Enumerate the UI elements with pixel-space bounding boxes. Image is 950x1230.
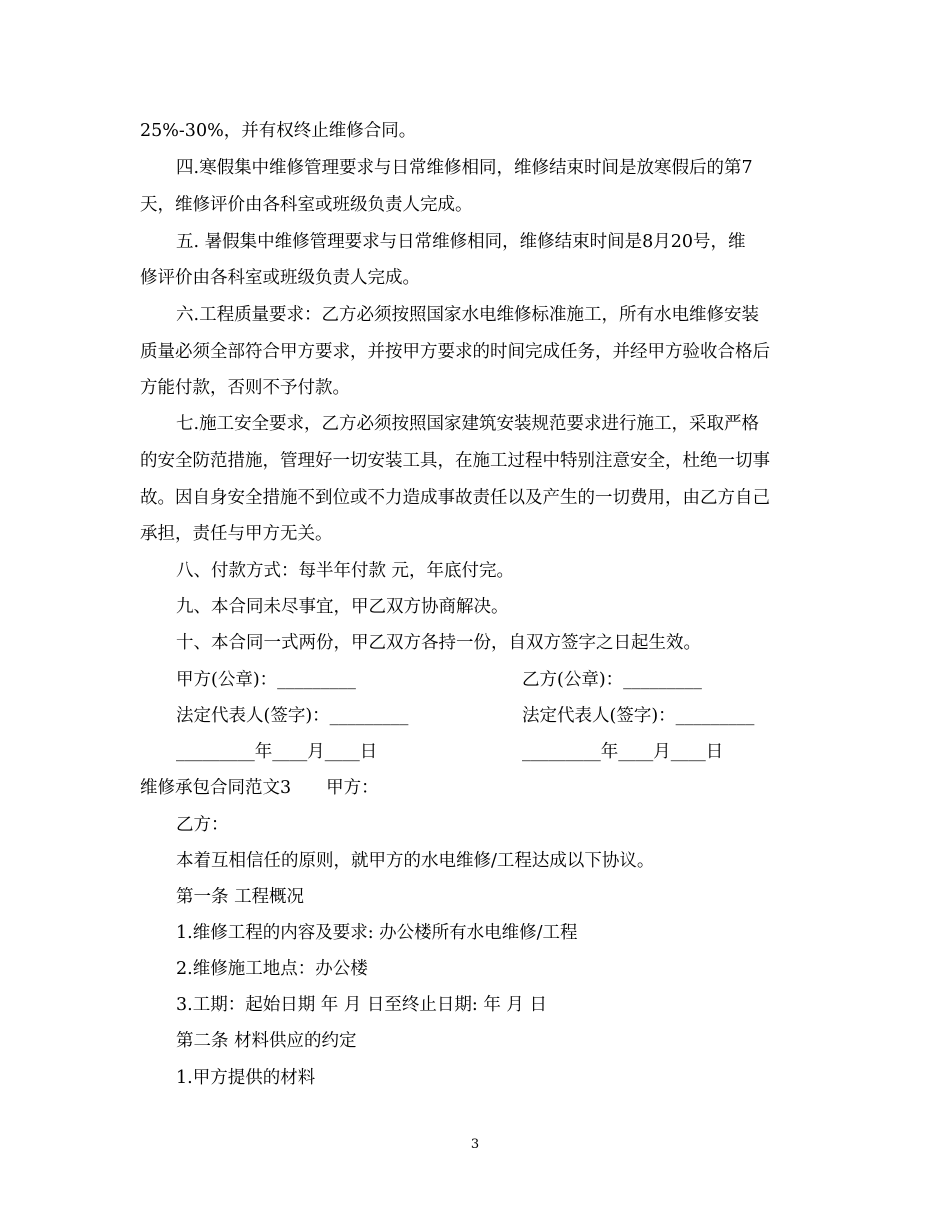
sample3-line: 3.工期：起始日期 年 月 日至终止日期: 年 月 日: [176, 995, 547, 1015]
sample3-line: 乙方：: [176, 815, 229, 835]
sample3-line: 本着互相信任的原则，就甲方的水电维修/工程达成以下协议。: [176, 851, 655, 871]
paragraph-line: 四.寒假集中维修管理要求与日常维修相同，维修结束时间是放寒假后的第7: [176, 158, 753, 178]
sample3-line: 2.维修施工地点：办公楼: [176, 959, 368, 979]
sample3-heading: 维修承包合同范文3 甲方：: [140, 778, 379, 798]
party-b-representative-line: 法定代表人(签字)：_________: [522, 706, 755, 726]
paragraph-line: 故。因自身安全措施不到位或不力造成事故责任以及产生的一切费用，由乙方自己: [140, 488, 770, 508]
sample3-section-heading: 第二条 材料供应的约定: [176, 1031, 357, 1051]
sample3-line: 1.甲方提供的材料: [176, 1068, 316, 1088]
sample3-section-heading: 第一条 工程概况: [176, 887, 305, 907]
paragraph-line: 十、本合同一式两份，甲乙双方各持一份，自双方签字之日起生效。: [176, 633, 701, 653]
party-a-representative-line: 法定代表人(签字)：_________: [176, 706, 409, 726]
party-b-seal-line: 乙方(公章)：_________: [522, 670, 702, 690]
paragraph-line: 的安全防范措施，管理好一切安装工具，在施工过程中特别注意安全，杜绝一切事: [140, 451, 770, 471]
paragraph-line: 九、本合同未尽事宜，甲乙双方协商解决。: [176, 597, 509, 617]
paragraph-line: 八、付款方式：每半年付款 元，年底付完。: [176, 561, 515, 581]
party-b-date-line: _________年____月____日: [522, 742, 724, 762]
paragraph-line: 25%-30%，并有权终止维修合同。: [140, 121, 417, 141]
paragraph-line: 修评价由各科室或班级负责人完成。: [140, 268, 420, 288]
paragraph-line: 质量必须全部符合甲方要求，并按甲方要求的时间完成任务，并经甲方验收合格后: [140, 342, 770, 362]
party-a-date-line: _________年____月____日: [176, 742, 378, 762]
party-a-seal-line: 甲方(公章)：_________: [176, 670, 356, 690]
paragraph-line: 天，维修评价由各科室或班级负责人完成。: [140, 195, 473, 215]
paragraph-line: 方能付款，否则不予付款。: [140, 378, 350, 398]
paragraph-line: 五. 暑假集中维修管理要求与日常维修相同，维修结束时间是8月20号，维: [176, 232, 746, 252]
paragraph-line: 七.施工安全要求，乙方必须按照国家建筑安装规范要求进行施工，采取严格: [176, 414, 760, 434]
page-number: 3: [470, 1137, 480, 1152]
sample3-line: 1.维修工程的内容及要求: 办公楼所有水电维修/工程: [176, 923, 578, 943]
paragraph-line: 六.工程质量要求：乙方必须按照国家水电维修标准施工，所有水电维修安装: [176, 305, 760, 325]
paragraph-line: 承担，责任与甲方无关。: [140, 524, 333, 544]
